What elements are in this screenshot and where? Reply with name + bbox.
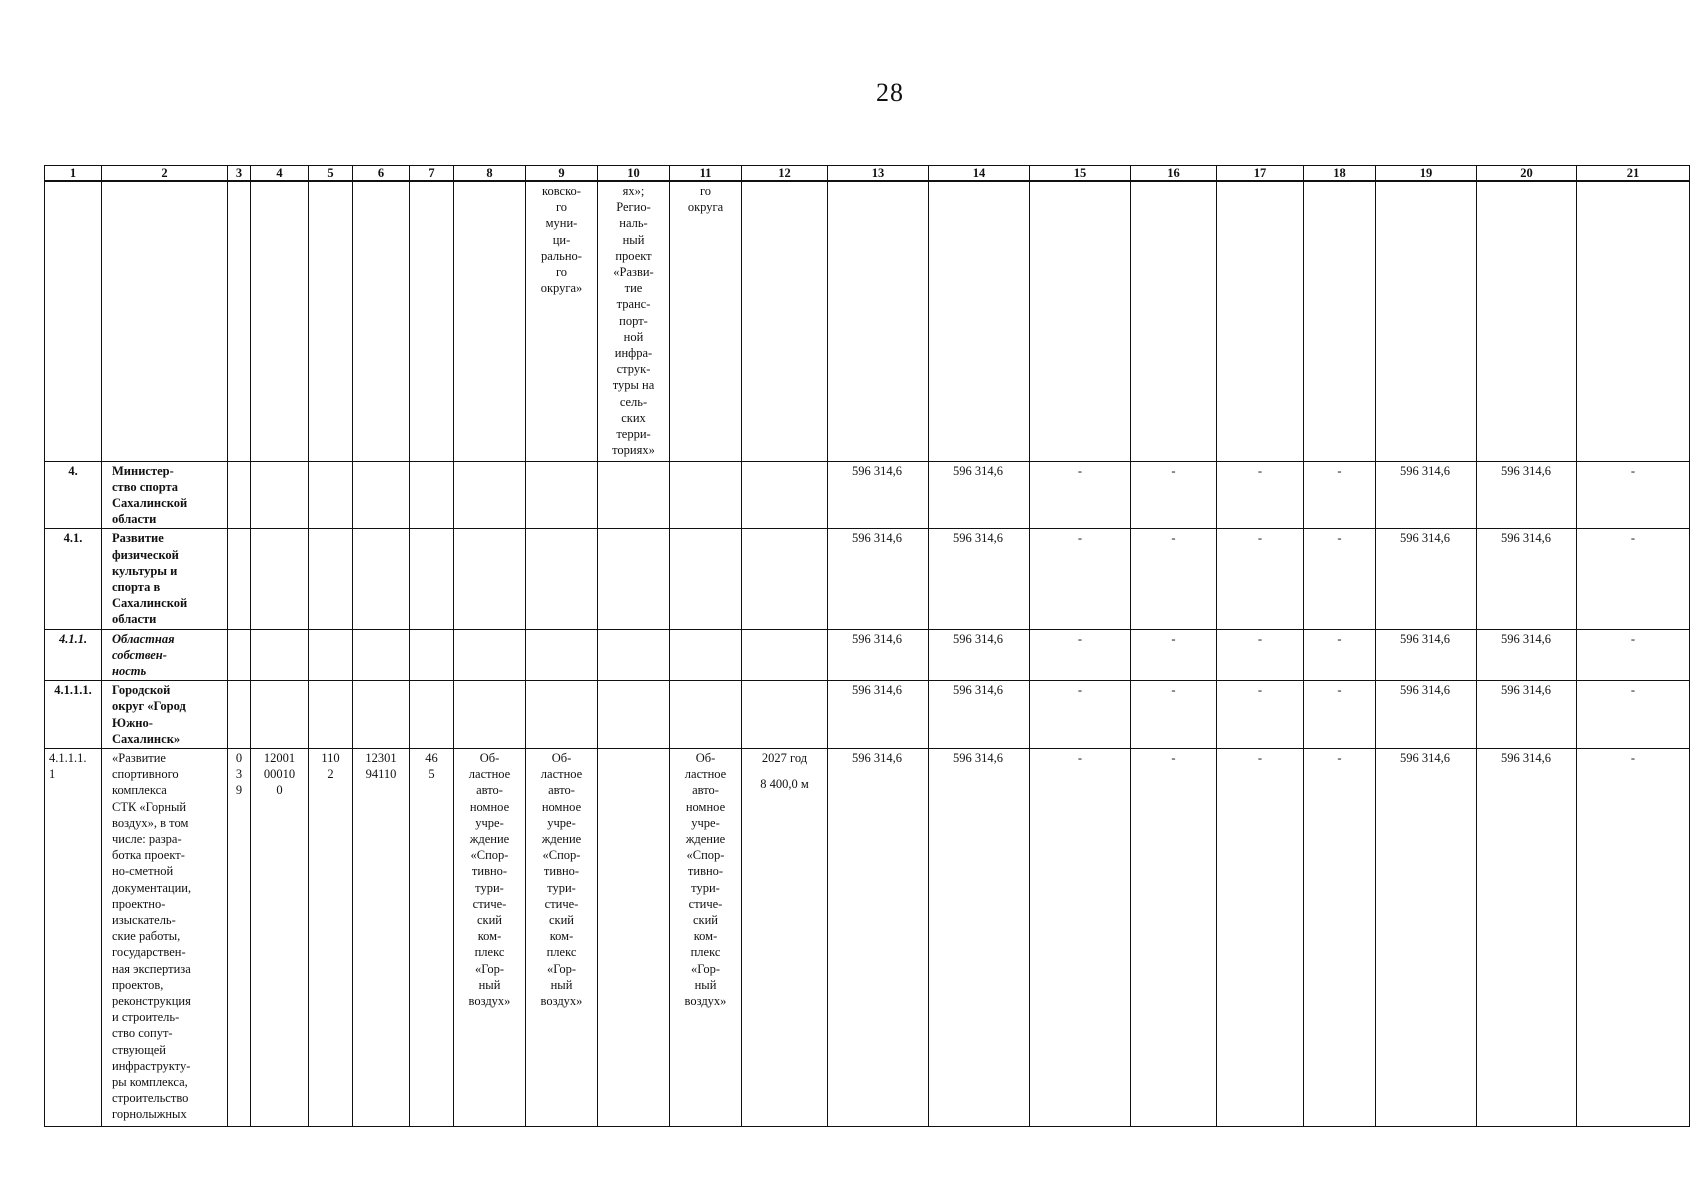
row-id: 4.1.1. xyxy=(45,629,102,681)
amount-cell: 596 314,6 xyxy=(828,681,929,749)
col-header-19: 19 xyxy=(1376,166,1477,182)
code-cell-6: 12301 94110 xyxy=(353,748,410,1126)
institution-cell-11: Об- ластное авто- номное учре- ждение «Спор- тивно- тури- стиче- ский ком- плекс «Гор- ный воздух» xyxy=(670,748,742,1126)
dash-cell: - xyxy=(1304,461,1376,529)
table-row xyxy=(45,681,1690,749)
size-text: 8 400,0 м xyxy=(760,777,809,792)
cell xyxy=(598,748,670,1126)
amount-cell: 596 314,6 xyxy=(828,529,929,629)
dash-cell: - xyxy=(1217,529,1304,629)
cell xyxy=(454,181,526,461)
row-name: «Развитие спортивного комплекса СТК «Горный воздух», в том числе: разра- ботка проект- но-сметной документации, проектно- изыскатель- ские работы, государствен- ная экспертиза проектов, реконструкция и строитель- ство сопут- ствующей инфраструкту- ры комплекса, строительство горнолыжных xyxy=(102,748,228,1126)
col-header-3: 3 xyxy=(228,166,251,182)
cell xyxy=(309,181,353,461)
dash-cell: - xyxy=(1131,461,1217,529)
code-cell-7: 46 5 xyxy=(410,748,454,1126)
amount-cell: 596 314,6 xyxy=(1477,681,1577,749)
code-cell-3: 0 3 9 xyxy=(228,748,251,1126)
amount-cell: 596 314,6 xyxy=(929,461,1030,529)
dash-cell: - xyxy=(1131,748,1217,1126)
col-header-21: 21 xyxy=(1577,166,1690,182)
amount-cell: 596 314,6 xyxy=(1477,461,1577,529)
table-row xyxy=(45,629,1690,681)
col-header-7: 7 xyxy=(410,166,454,182)
col-header-6: 6 xyxy=(353,166,410,182)
dash-cell: - xyxy=(1577,529,1690,629)
dash-cell: - xyxy=(1577,461,1690,529)
continuation-row xyxy=(45,181,1690,461)
dash-cell: - xyxy=(1030,629,1131,681)
dash-cell: - xyxy=(1217,629,1304,681)
cont-cell-11: го округа xyxy=(670,181,742,461)
cell xyxy=(742,181,828,461)
page-number: 28 xyxy=(876,78,904,107)
col-header-4: 4 xyxy=(251,166,309,182)
cell xyxy=(929,181,1030,461)
dash-cell: - xyxy=(1577,681,1690,749)
cont-cell-10: ях»; Регио- наль- ный проект «Разви- тие транс- порт- ной инфра- струк- туры на сель- ских терри- ториях» xyxy=(598,181,670,461)
amount-cell: 596 314,6 xyxy=(828,748,929,1126)
col-header-5: 5 xyxy=(309,166,353,182)
year-text: 2027 год xyxy=(761,750,808,765)
amount-cell: 596 314,6 xyxy=(1477,748,1577,1126)
row-id: 4.1.1.1. 1 xyxy=(45,748,102,1126)
col-header-8: 8 xyxy=(454,166,526,182)
dash-cell: - xyxy=(1304,681,1376,749)
col-header-18: 18 xyxy=(1304,166,1376,182)
dash-cell: - xyxy=(1304,748,1376,1126)
cell xyxy=(410,181,454,461)
col-header-15: 15 xyxy=(1030,166,1131,182)
amount-cell: 596 314,6 xyxy=(1477,629,1577,681)
cell xyxy=(45,181,102,461)
col-header-13: 13 xyxy=(828,166,929,182)
code-cell-5: 110 2 xyxy=(309,748,353,1126)
detail-row xyxy=(45,748,1690,1126)
col-header-10: 10 xyxy=(598,166,670,182)
row-name: Развитие физической культуры и спорта в Сахалинской области xyxy=(102,529,228,629)
dash-cell: - xyxy=(1304,629,1376,681)
budget-table xyxy=(44,165,1690,1127)
dash-cell: - xyxy=(1030,681,1131,749)
amount-cell: 596 314,6 xyxy=(828,461,929,529)
cell xyxy=(102,181,228,461)
cell xyxy=(1030,181,1131,461)
amount-cell: 596 314,6 xyxy=(1376,461,1477,529)
institution-cell-8: Об- ластное авто- номное учре- ждение «Спор- тивно- тури- стиче- ский ком- плекс «Гор- ный воздух» xyxy=(454,748,526,1126)
row-name: Областная собствен- ность xyxy=(102,629,228,681)
col-header-11: 11 xyxy=(670,166,742,182)
dash-cell: - xyxy=(1131,681,1217,749)
row-id: 4.1. xyxy=(45,529,102,629)
amount-cell: 596 314,6 xyxy=(1477,529,1577,629)
cell xyxy=(828,181,929,461)
col-header-1: 1 xyxy=(45,166,102,182)
dash-cell: - xyxy=(1217,461,1304,529)
cell xyxy=(1376,181,1477,461)
cell xyxy=(1217,181,1304,461)
dash-cell: - xyxy=(1577,629,1690,681)
institution-cell-9: Об- ластное авто- номное учре- ждение «Спор- тивно- тури- стиче- ский ком- плекс «Гор- ный воздух» xyxy=(526,748,598,1126)
row-name: Городской округ «Город Южно- Сахалинск» xyxy=(102,681,228,749)
capacity-cell xyxy=(742,748,828,1126)
column-number-row xyxy=(45,166,1690,182)
dash-cell: - xyxy=(1217,748,1304,1126)
dash-cell: - xyxy=(1030,529,1131,629)
table-row xyxy=(45,529,1690,629)
amount-cell: 596 314,6 xyxy=(929,681,1030,749)
cell xyxy=(1131,181,1217,461)
amount-cell: 596 314,6 xyxy=(1376,529,1477,629)
amount-cell: 596 314,6 xyxy=(929,629,1030,681)
amount-cell: 596 314,6 xyxy=(1376,629,1477,681)
cell xyxy=(1304,181,1376,461)
dash-cell: - xyxy=(1131,629,1217,681)
dash-cell: - xyxy=(1030,461,1131,529)
cell xyxy=(228,181,251,461)
cell xyxy=(1477,181,1577,461)
col-header-20: 20 xyxy=(1477,166,1577,182)
col-header-2: 2 xyxy=(102,166,228,182)
cell xyxy=(353,181,410,461)
amount-cell: 596 314,6 xyxy=(828,629,929,681)
row-name: Министер- ство спорта Сахалинской области xyxy=(102,461,228,529)
row-id: 4.1.1.1. xyxy=(45,681,102,749)
amount-cell: 596 314,6 xyxy=(1376,681,1477,749)
col-header-12: 12 xyxy=(742,166,828,182)
cell xyxy=(251,181,309,461)
cont-cell-9: ковско- го муни- ци- pально- го округа» xyxy=(526,181,598,461)
dash-cell: - xyxy=(1030,748,1131,1126)
col-header-9: 9 xyxy=(526,166,598,182)
col-header-17: 17 xyxy=(1217,166,1304,182)
dash-cell: - xyxy=(1304,529,1376,629)
table-row xyxy=(45,461,1690,529)
dash-cell: - xyxy=(1577,748,1690,1126)
amount-cell: 596 314,6 xyxy=(929,748,1030,1126)
dash-cell: - xyxy=(1131,529,1217,629)
amount-cell: 596 314,6 xyxy=(1376,748,1477,1126)
amount-cell: 596 314,6 xyxy=(929,529,1030,629)
dash-cell: - xyxy=(1217,681,1304,749)
col-header-14: 14 xyxy=(929,166,1030,182)
col-header-16: 16 xyxy=(1131,166,1217,182)
cell xyxy=(1577,181,1690,461)
code-cell-4: 12001 00010 0 xyxy=(251,748,309,1126)
row-id: 4. xyxy=(45,461,102,529)
